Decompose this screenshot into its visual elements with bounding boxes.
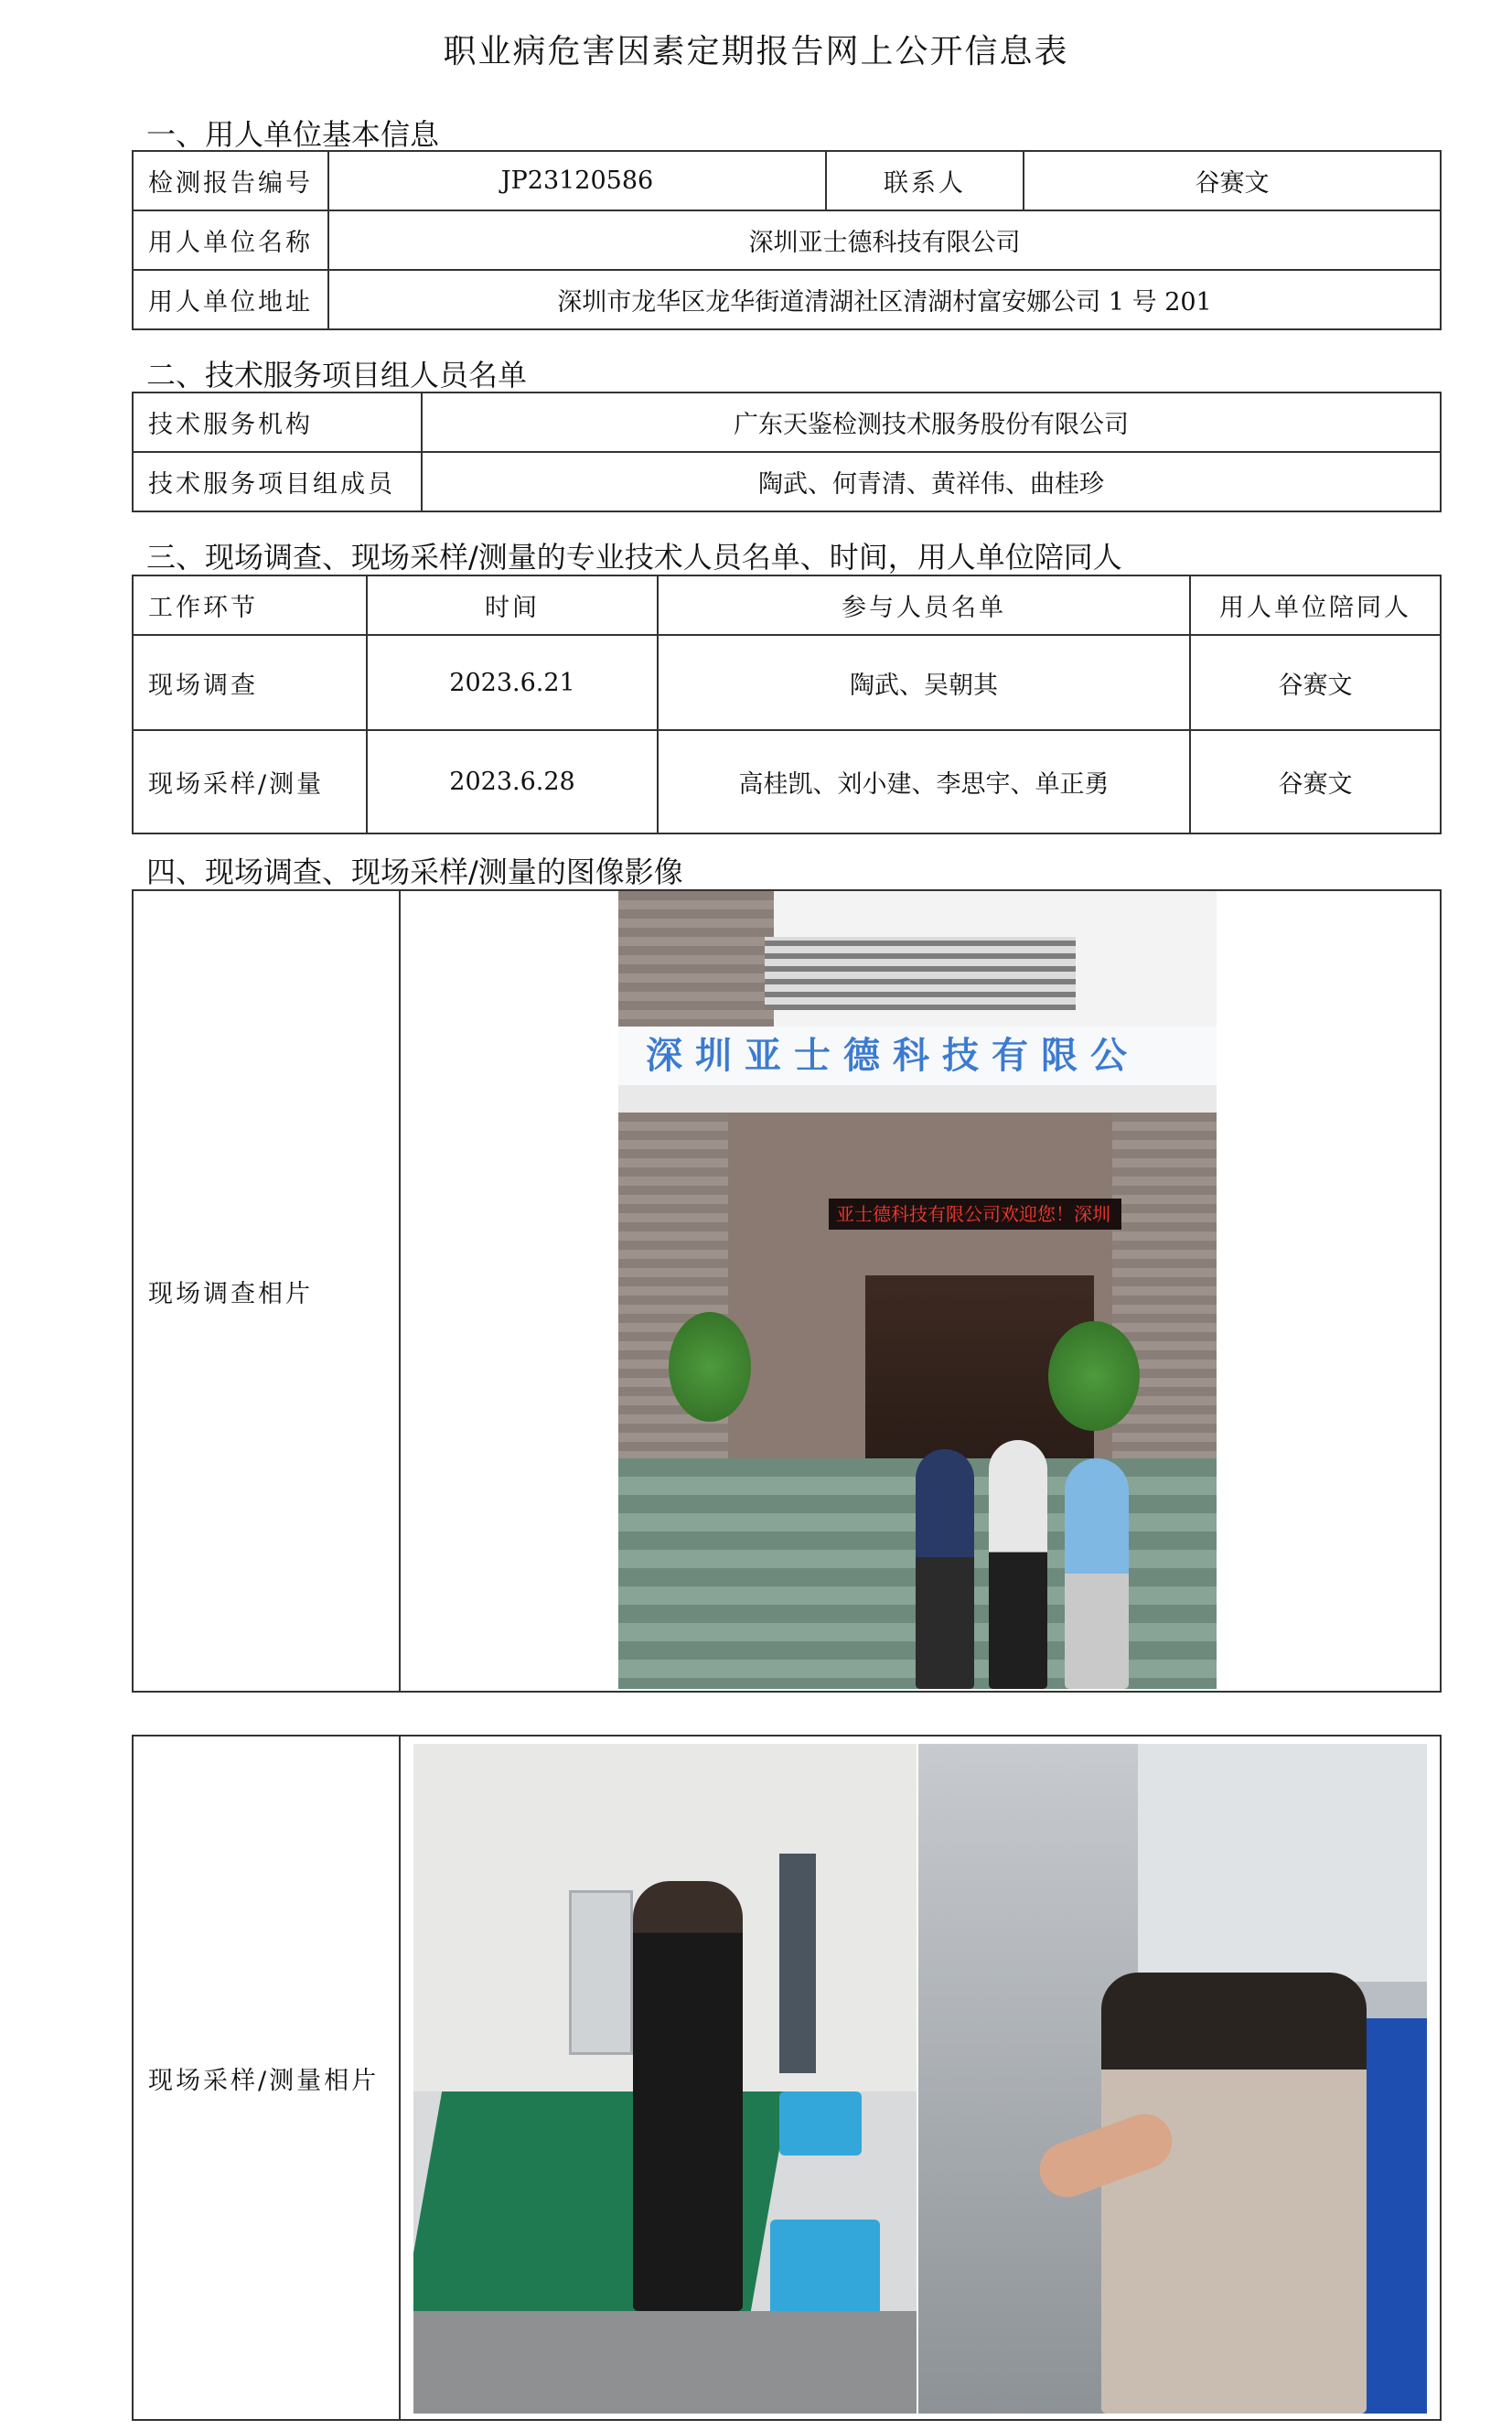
sampling-photo-label: 现场采样/测量相片 <box>133 1736 400 2420</box>
section-heading-team: 二、技术服务项目组人员名单 <box>146 358 528 392</box>
survey-photo-cell <box>400 890 1441 1692</box>
led-banner: 亚士德科技有限公司欢迎您！深圳 <box>829 1199 1121 1230</box>
members-value: 陶武、何青清、黄祥伟、曲桂珍 <box>422 452 1441 511</box>
address-value: 深圳市龙华区龙华街道清湖社区清湖村富安娜公司 1 号 201 <box>328 270 1441 329</box>
survey-photo-label: 现场调查相片 <box>133 890 400 1692</box>
page-title: 职业病危害因素定期报告网上公开信息表 <box>443 33 1069 70</box>
person <box>1065 1458 1129 1689</box>
members-label: 技术服务项目组成员 <box>133 452 422 511</box>
survey-photo <box>618 891 1217 1689</box>
person <box>916 1449 974 1689</box>
section-heading-schedule: 三、现场调查、现场采样/测量的专业技术人员名单、时间，用人单位陪同人 <box>146 540 1122 575</box>
row-people: 高桂凯、刘小建、李思宇、单正勇 <box>658 730 1190 833</box>
company-label: 用人单位名称 <box>133 210 328 270</box>
report-no-value: JP23120586 <box>328 151 826 210</box>
team-table <box>132 392 1442 512</box>
sampling-photo-left <box>413 1744 917 2414</box>
sampling-photo-right <box>918 1744 1427 2414</box>
person <box>633 1881 743 2311</box>
row-date: 2023.6.21 <box>367 635 658 730</box>
row-escort: 谷赛文 <box>1190 635 1441 730</box>
person <box>1101 1973 1367 2414</box>
contact-value: 谷赛文 <box>1024 151 1441 210</box>
section-heading-basic-info: 一、用人单位基本信息 <box>146 117 440 152</box>
header-stage: 工作环节 <box>133 575 367 635</box>
table-row <box>133 730 1441 833</box>
schedule-table <box>132 575 1442 834</box>
header-date: 时间 <box>367 575 658 635</box>
sampling-photo-table <box>132 1735 1442 2421</box>
sampling-photo-cell <box>400 1736 1441 2420</box>
org-label: 技术服务机构 <box>133 392 422 452</box>
survey-photo-table <box>132 889 1442 1693</box>
person <box>989 1440 1047 1689</box>
company-sign: 深圳亚士德科技有限公 <box>618 1027 1217 1085</box>
table-row <box>133 635 1441 730</box>
org-value: 广东天鉴检测技术服务股份有限公司 <box>422 392 1441 452</box>
row-date: 2023.6.28 <box>367 730 658 833</box>
report-no-label: 检测报告编号 <box>133 151 328 210</box>
row-people: 陶武、吴朝其 <box>658 635 1190 730</box>
section-heading-photos: 四、现场调查、现场采样/测量的图像影像 <box>146 855 683 889</box>
row-stage: 现场采样/测量 <box>133 730 367 833</box>
address-label: 用人单位地址 <box>133 270 328 329</box>
row-escort: 谷赛文 <box>1190 730 1441 833</box>
header-people: 参与人员名单 <box>658 575 1190 635</box>
row-stage: 现场调查 <box>133 635 367 730</box>
basic-info-table <box>132 150 1442 330</box>
company-value: 深圳亚士德科技有限公司 <box>328 210 1441 270</box>
contact-label: 联系人 <box>826 151 1024 210</box>
header-escort: 用人单位陪同人 <box>1190 575 1441 635</box>
